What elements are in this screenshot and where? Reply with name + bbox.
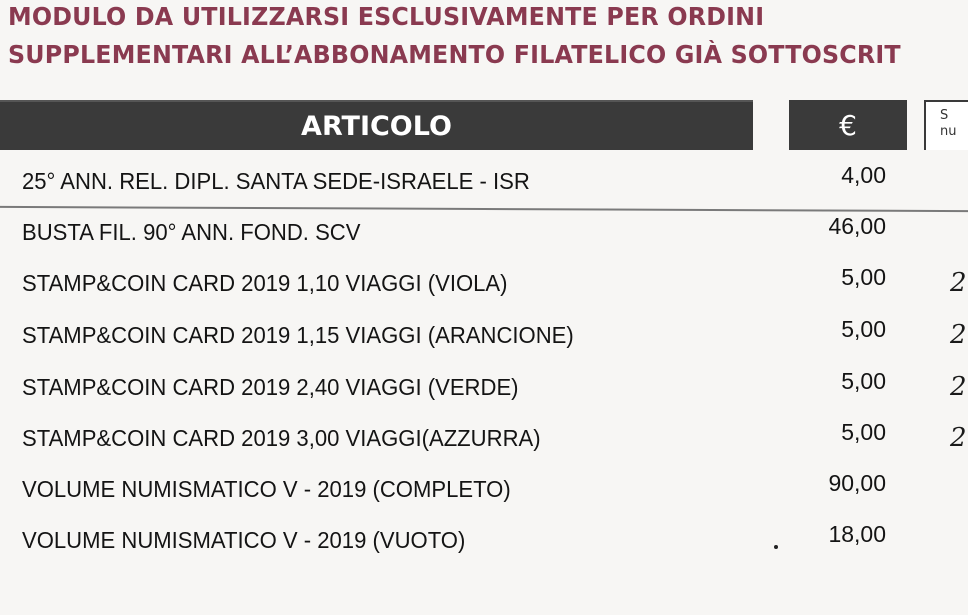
form-title-line-2: SUPPLEMENTARI ALL’ABBONAMENTO FILATELICO GIÀ SOTTOSCRIT	[8, 40, 901, 69]
table-row	[0, 162, 968, 208]
item-price: 90,00	[828, 470, 886, 496]
item-description: STAMP&COIN CARD 2019 1,10 VIAGGI (VIOLA)	[22, 270, 508, 296]
table-row	[0, 368, 968, 414]
table-row	[0, 213, 968, 259]
item-description: STAMP&COIN CARD 2019 2,40 VIAGGI (VERDE)	[22, 374, 519, 400]
item-handwritten-mark: 2	[950, 423, 967, 453]
item-price: 5,00	[841, 419, 886, 445]
column-header-extra-line-2: nu	[940, 124, 957, 139]
column-header-extra	[924, 100, 968, 150]
table-row	[0, 419, 968, 465]
column-header-extra-line-1: S	[940, 108, 949, 123]
item-handwritten-mark: 2	[950, 268, 967, 298]
table-row	[0, 264, 968, 310]
form-title-line-1: MODULO DA UTILIZZARSI ESCLUSIVAMENTE PER ORDINI	[8, 2, 765, 31]
item-price: 5,00	[841, 316, 886, 342]
table-row	[0, 470, 968, 516]
column-header-price: €	[789, 100, 907, 150]
item-price: 46,00	[828, 213, 886, 239]
item-description: STAMP&COIN CARD 2019 3,00 VIAGGI(AZZURRA)	[22, 425, 541, 451]
item-description: 25° ANN. REL. DIPL. SANTA SEDE-ISRAELE - ISR	[22, 168, 530, 194]
table-row	[0, 316, 968, 362]
item-price: 4,00	[841, 162, 886, 188]
item-price: 5,00	[841, 264, 886, 290]
item-description: STAMP&COIN CARD 2019 1,15 VIAGGI (ARANCIONE)	[22, 322, 574, 348]
item-handwritten-mark: 2	[950, 372, 967, 402]
item-description: VOLUME NUMISMATICO V - 2019 (VUOTO)	[22, 527, 466, 553]
table-row	[0, 521, 968, 567]
item-description: BUSTA FIL. 90° ANN. FOND. SCV	[22, 219, 361, 245]
item-price: 18,00	[828, 521, 886, 547]
item-description: VOLUME NUMISMATICO V - 2019 (COMPLETO)	[22, 476, 511, 502]
item-handwritten-mark: 2	[950, 320, 967, 350]
column-header-article: ARTICOLO	[0, 100, 753, 150]
ink-dot	[774, 545, 778, 549]
item-price: 5,00	[841, 368, 886, 394]
